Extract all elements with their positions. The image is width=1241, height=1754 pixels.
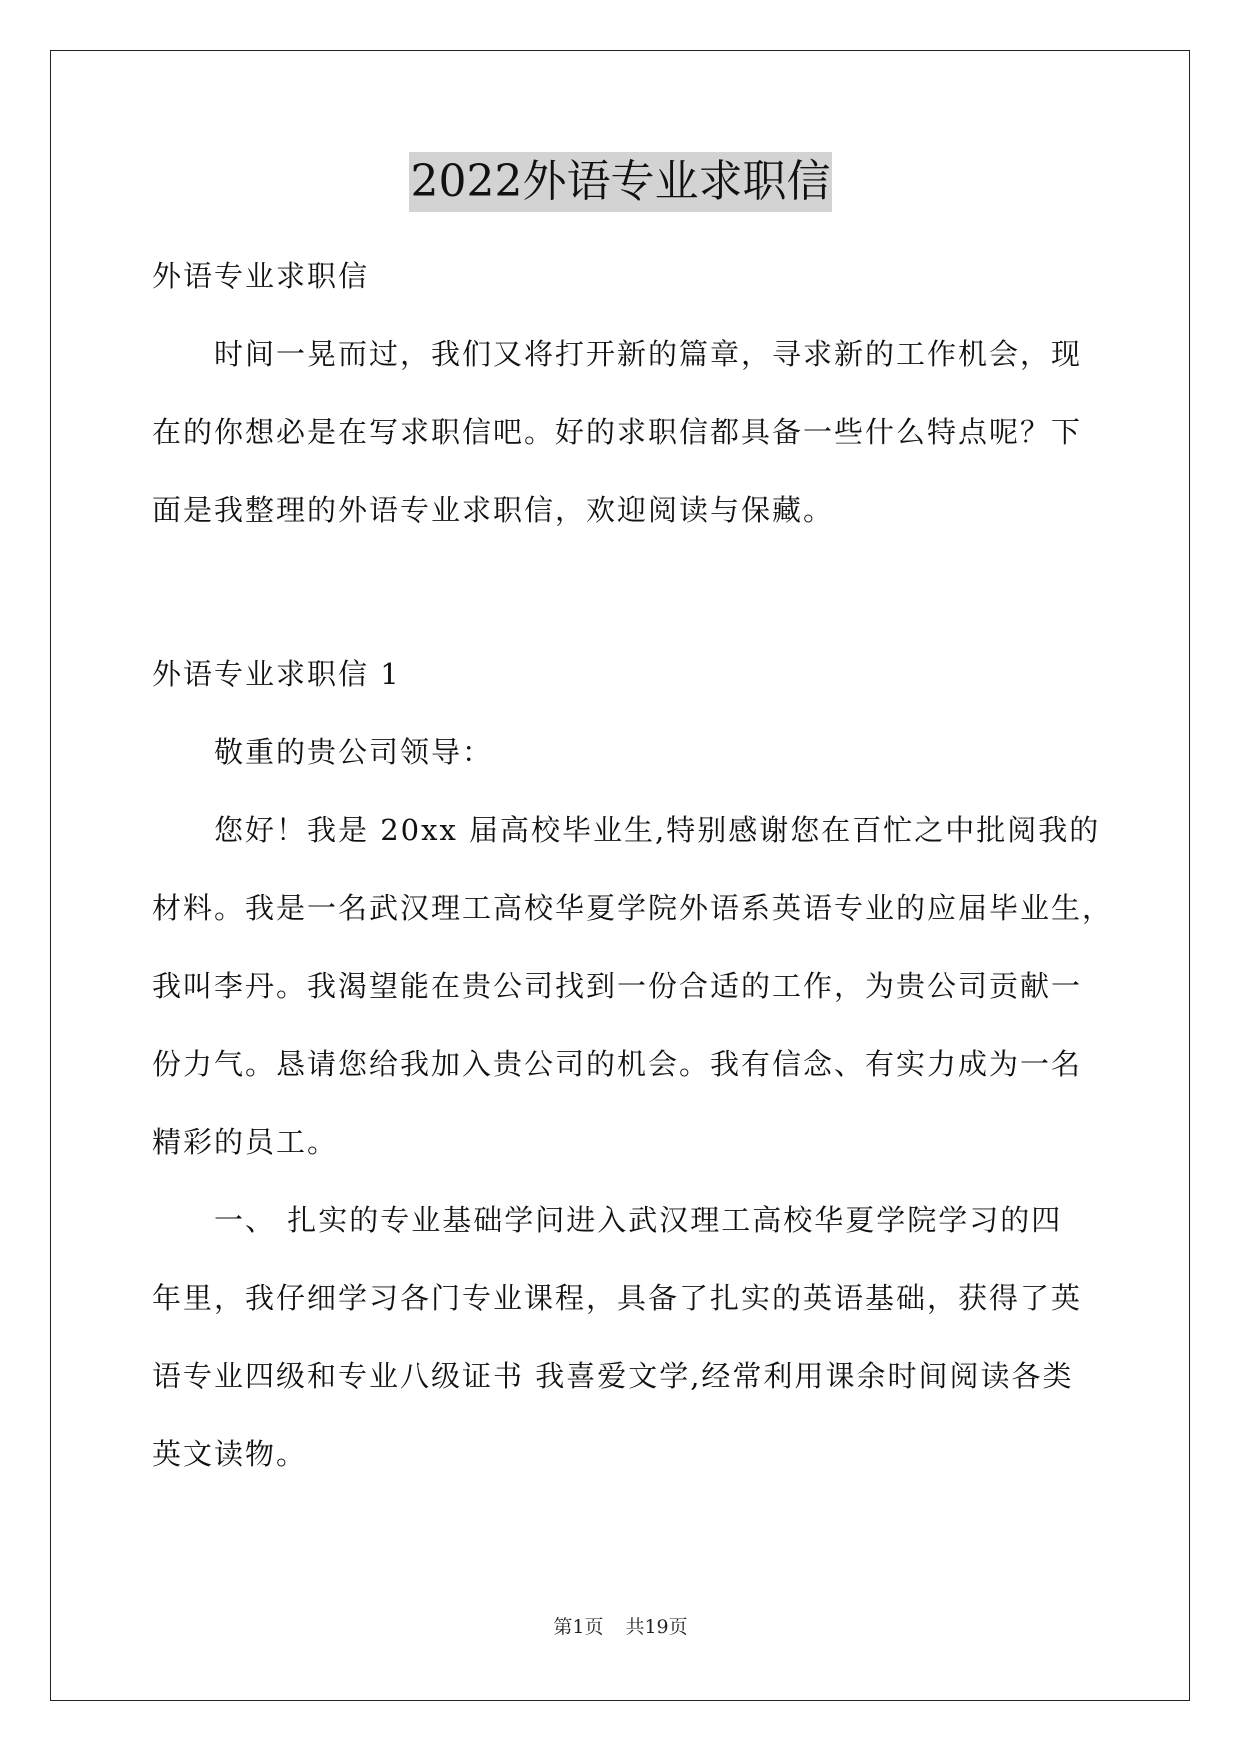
paragraph-line: 一、 扎实的专业基础学问进入武汉理工高校华夏学院学习的四 <box>214 1203 1063 1237</box>
paragraph-line: 时间一晃而过，我们又将打开新的篇章，寻求新的工作机会，现 <box>214 337 1083 371</box>
paragraph-line: 您好！我是 20xx 届高校毕业生,特别感谢您在百忙之中批阅我的 <box>214 813 1101 847</box>
paragraph-line: 份力气。恳请您给我加入贵公司的机会。我有信念、有实力成为一名 <box>152 1047 1083 1081</box>
paragraph-gap <box>152 549 1096 635</box>
paragraph-line: 面是我整理的外语专业求职信，欢迎阅读与保藏。 <box>152 493 835 527</box>
paragraph-line: 英文读物。 <box>152 1437 308 1471</box>
document-title: 2022外语专业求职信 <box>409 152 833 212</box>
paragraph-line: 精彩的员工。 <box>152 1125 339 1159</box>
page-footer <box>0 1612 1241 1639</box>
page-number: 第1页 <box>553 1616 604 1638</box>
paragraph-line: 我叫李丹。我渴望能在贵公司找到一份合适的工作，为贵公司贡献一 <box>152 969 1083 1003</box>
title-container <box>0 152 1241 212</box>
section-heading: 外语专业求职信 <box>152 259 370 293</box>
paragraph-line: 材料。我是一名武汉理工高校华夏学院外语系英语专业的应届毕业生， <box>152 891 1114 925</box>
paragraph-line: 在的你想必是在写求职信吧。好的求职信都具备一些什么特点呢？下 <box>152 415 1083 449</box>
page-total: 共19页 <box>625 1616 688 1638</box>
section-heading: 外语专业求职信 1 <box>152 657 401 691</box>
salutation: 敬重的贵公司领导： <box>214 735 494 769</box>
document-body <box>152 237 1114 1493</box>
paragraph-line: 年里，我仔细学习各门专业课程，具备了扎实的英语基础，获得了英 <box>152 1281 1083 1315</box>
paragraph-line: 语专业四级和专业八级证书 我喜爱文学,经常利用课余时间阅读各类 <box>152 1359 1074 1393</box>
